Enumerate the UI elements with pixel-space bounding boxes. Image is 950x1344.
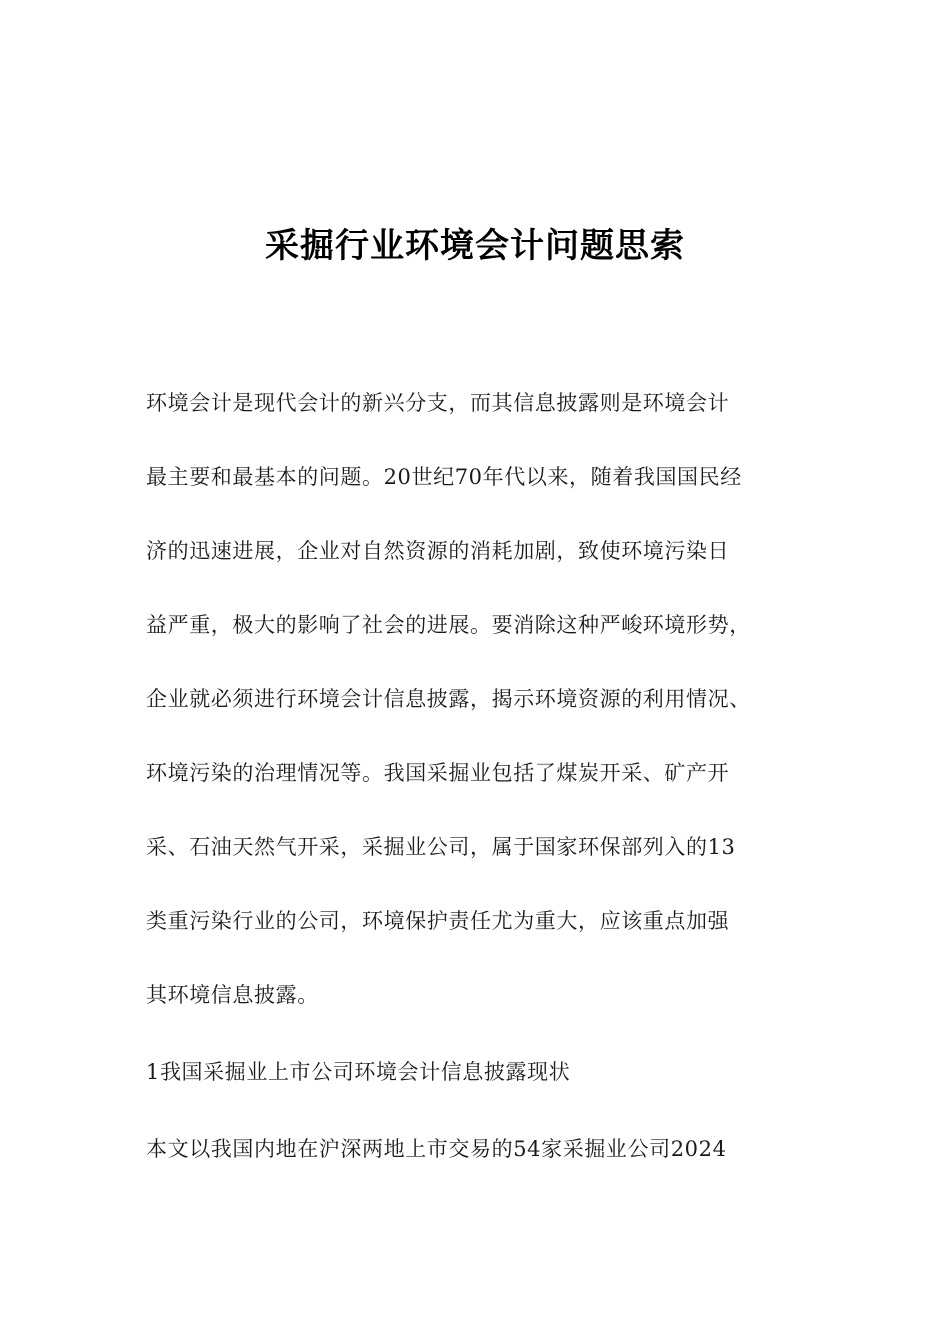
paragraph-line: 济的迅速进展，企业对自然资源的消耗加剧，致使环境污染日 <box>146 539 730 563</box>
paragraph-line: 本文以我国内地在沪深两地上市交易的54家采掘业公司2024 <box>146 1137 727 1161</box>
paragraph-line: 益严重，极大的影响了社会的进展。要消除这种严峻环境形势， <box>146 613 751 637</box>
document-title: 采掘行业环境会计问题思索 <box>265 226 685 266</box>
paragraph-line: 环境会计是现代会计的新兴分支，而其信息披露则是环境会计 <box>146 391 730 415</box>
section-heading: 1我国采掘业上市公司环境会计信息披露现状 <box>146 1060 571 1084</box>
paragraph-line: 类重污染行业的公司，环境保护责任尤为重大，应该重点加强 <box>146 909 730 933</box>
paragraph-line: 其环境信息披露。 <box>146 983 319 1007</box>
paragraph-line: 采、石油天然气开采，采掘业公司，属于国家环保部列入的13 <box>146 835 736 859</box>
paragraph-line: 环境污染的治理情况等。我国采掘业包括了煤炭开采、矿产开 <box>146 761 730 785</box>
paragraph-line: 企业就必须进行环境会计信息披露，揭示环境资源的利用情况、 <box>146 687 751 711</box>
paragraph-line: 最主要和最基本的问题。20世纪70年代以来，随着我国国民经 <box>146 465 742 489</box>
